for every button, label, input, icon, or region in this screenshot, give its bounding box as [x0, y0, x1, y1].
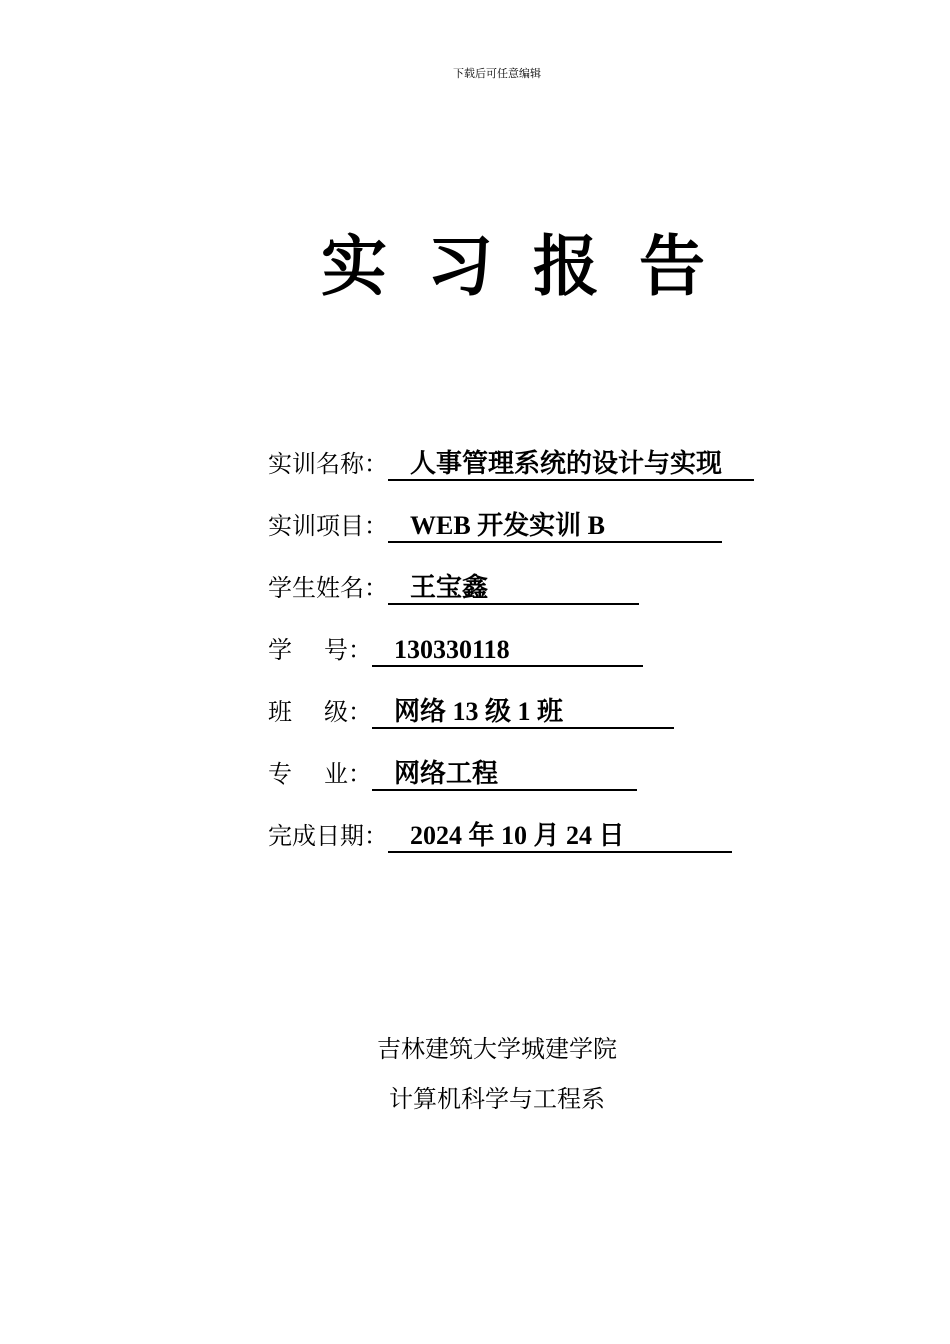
field-label-part: 学	[268, 636, 292, 664]
field-label-part: 业：	[324, 760, 372, 788]
field-label	[268, 760, 372, 788]
field-label: 完成日期：	[268, 822, 388, 850]
title-char: 告	[639, 227, 705, 305]
major-field	[268, 756, 637, 792]
school-name: 吉林建筑大学城建学院	[377, 1035, 617, 1063]
field-label-part: 专	[268, 760, 292, 788]
field-label-part: 级：	[324, 698, 372, 726]
field-value: 130330118	[372, 635, 643, 667]
training-project-field	[268, 508, 722, 544]
field-value: 2024 年 10 月 24 日	[388, 821, 732, 853]
title-char: 报	[533, 227, 599, 305]
field-label	[268, 636, 372, 664]
field-value: 王宝鑫	[388, 573, 639, 605]
header-note: 下载后可任意编辑	[453, 67, 541, 80]
field-label: 实训项目：	[268, 512, 388, 540]
field-value: 人事管理系统的设计与实现	[388, 449, 754, 481]
training-name-field	[268, 446, 754, 482]
field-value: 网络 13 级 1 班	[372, 697, 674, 729]
field-value: 网络工程	[372, 759, 637, 791]
class-field	[268, 694, 674, 730]
title-char: 习	[427, 227, 493, 305]
title-char: 实	[321, 227, 387, 305]
field-label-part: 号：	[324, 636, 372, 664]
field-label: 实训名称：	[268, 450, 388, 478]
field-label-part: 班	[268, 698, 292, 726]
field-label	[268, 698, 372, 726]
student-name-field	[268, 570, 639, 606]
field-value: WEB 开发实训 B	[388, 511, 722, 543]
field-label: 学生姓名：	[268, 574, 388, 602]
completion-date-field	[268, 818, 732, 854]
student-id-field	[268, 632, 643, 668]
page-title	[321, 226, 705, 306]
department-name: 计算机科学与工程系	[389, 1085, 605, 1113]
